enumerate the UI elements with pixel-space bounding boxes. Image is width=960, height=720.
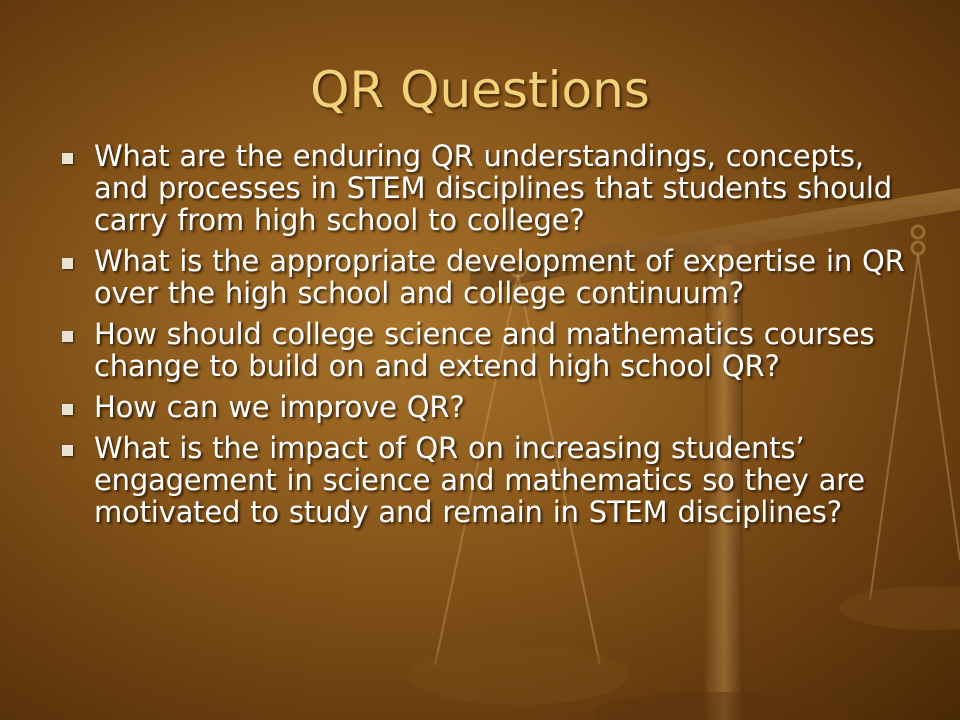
bullet-text: How can we improve QR? bbox=[94, 390, 465, 424]
bullet-text: How should college science and mathematics courses change to build on and extend high school QR? bbox=[94, 317, 875, 383]
bullet-item bbox=[58, 318, 918, 382]
square-bullet-icon bbox=[62, 331, 73, 342]
square-bullet-icon bbox=[62, 404, 73, 415]
bullet-text: What is the appropriate development of expertise in QR over the high school and college continuum? bbox=[94, 244, 905, 310]
square-bullet-icon bbox=[62, 153, 73, 164]
bullet-text: What are the enduring QR understandings, concepts, and processes in STEM disciplines that students should carry from high school to college? bbox=[94, 139, 892, 237]
bullet-item bbox=[58, 140, 918, 236]
bullet-item bbox=[58, 432, 918, 528]
bullet-item bbox=[58, 391, 918, 423]
square-bullet-icon bbox=[62, 258, 73, 269]
bullet-text: What is the impact of QR on increasing students’ engagement in science and mathematics so they are motivated to study and remain in STEM disciplines? bbox=[94, 431, 865, 529]
bullet-list bbox=[58, 140, 918, 537]
slide-title: QR Questions bbox=[310, 61, 650, 119]
square-bullet-icon bbox=[62, 445, 73, 456]
bullet-item bbox=[58, 245, 918, 309]
